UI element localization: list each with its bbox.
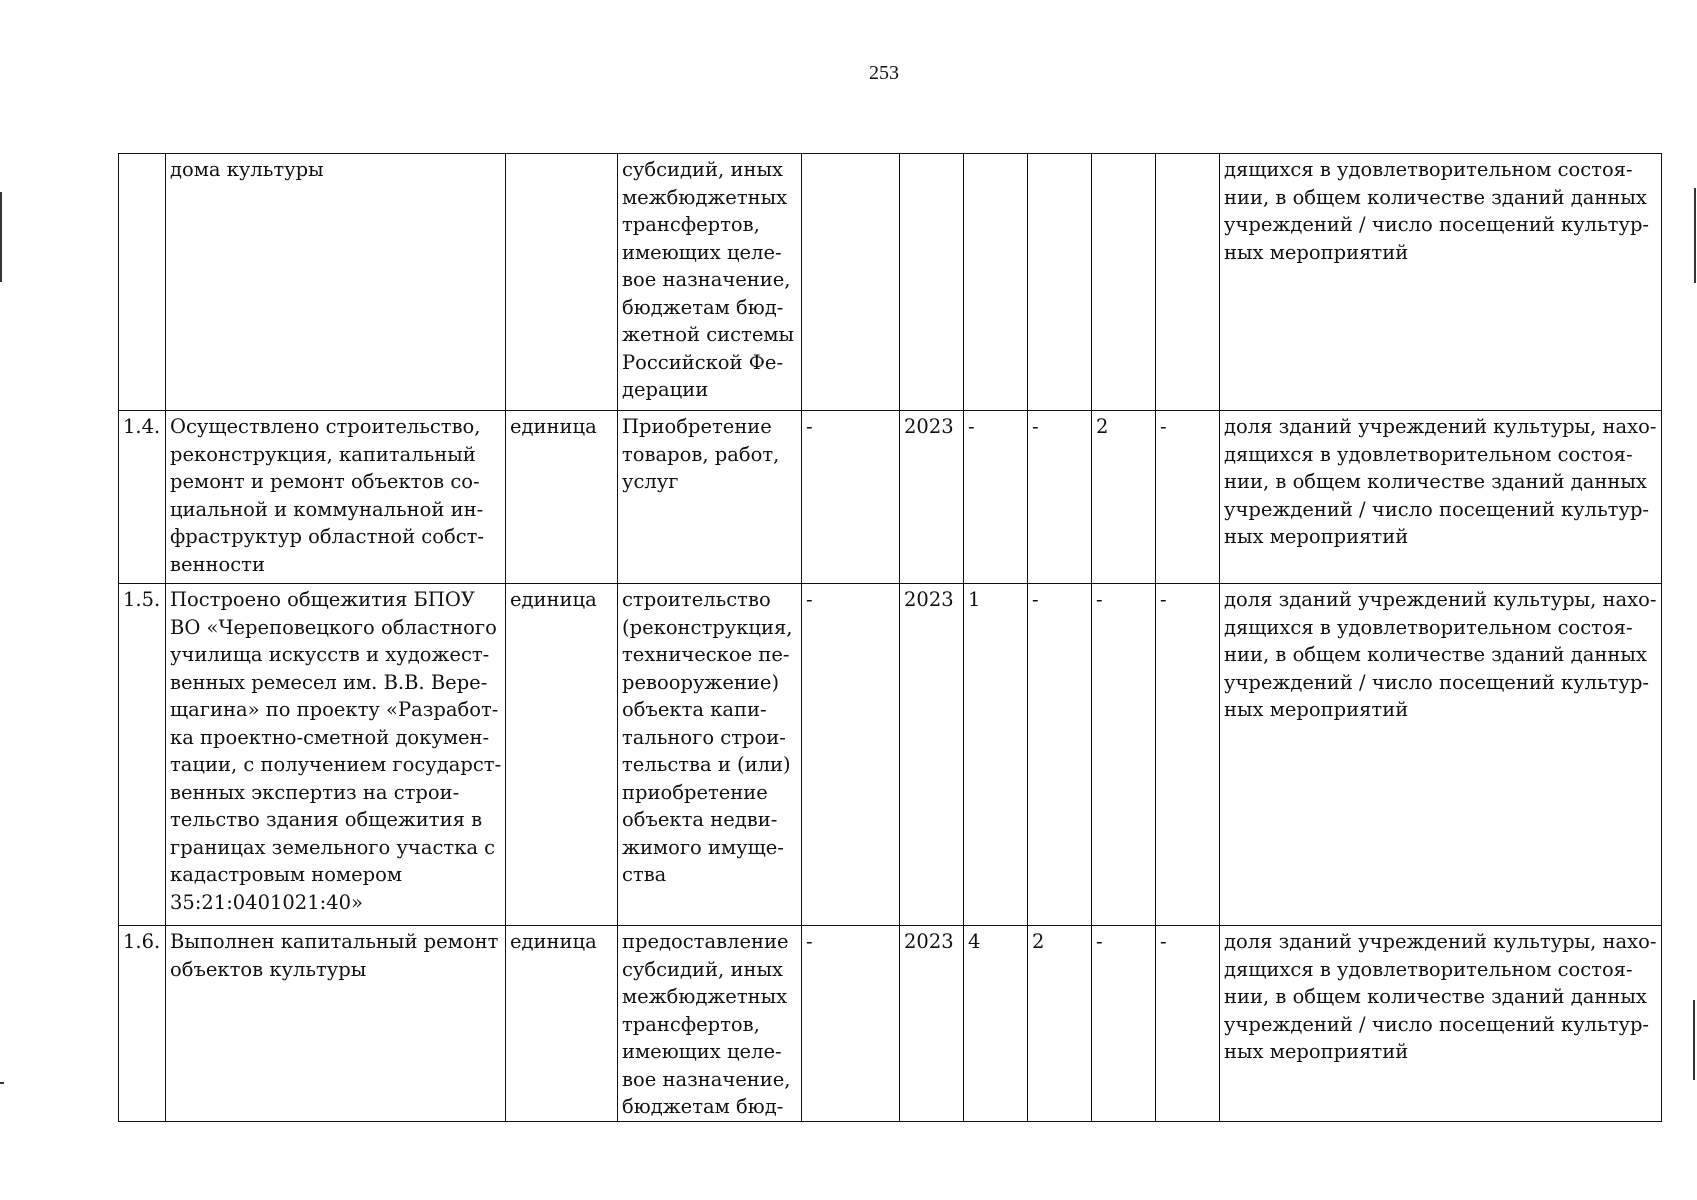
cell-line: училища искусств и художест- — [170, 643, 490, 666]
cell-line: Приобретение — [622, 415, 772, 438]
cell-value-col-3: - — [1092, 926, 1156, 1122]
cell-indicator-link — [1220, 154, 1662, 411]
cell-line: ных мероприятий — [1224, 240, 1409, 264]
cell-result-name — [166, 411, 506, 584]
cell-line: учреждений / число посещений культур- — [1224, 213, 1650, 236]
cell-line: ных мероприятий — [1224, 525, 1409, 548]
cell-unit-of-measure: единица — [506, 584, 618, 926]
cell-line: тельство здания общежития в — [170, 808, 483, 831]
cell-result-name — [166, 584, 506, 926]
cell-line: границах земельного участка с — [170, 835, 496, 859]
cell-line: ремонт и ремонт объектов со- — [170, 470, 480, 493]
cell-line: нии, в общем количестве зданий данных — [1224, 643, 1647, 666]
cell-value-col-2 — [1028, 154, 1092, 411]
scan-artifact-right-lower — [1693, 1000, 1695, 1080]
cell-line: дома культуры — [170, 158, 324, 181]
cell-row-number: 1.6. — [119, 926, 166, 1122]
cell-line: учреждений / число посещений культур- — [1224, 1012, 1650, 1036]
cell-base-year: 2023 — [900, 926, 964, 1122]
cell-line: венных ремесел им. В.В. Вере- — [170, 670, 488, 694]
page-number: 253 — [869, 62, 899, 84]
cell-value-col-1: 4 — [964, 926, 1028, 1122]
cell-line: ных мероприятий — [1224, 698, 1409, 721]
cell-line: нии, в общем количестве зданий данных — [1224, 470, 1647, 493]
cell-line: учреждений / число посещений культур- — [1224, 497, 1650, 521]
cell-line: дящихся в удовлетворительном состоя- — [1224, 957, 1633, 981]
cell-line: венных экспертиз на строи- — [170, 780, 460, 804]
cell-value-col-3 — [1092, 154, 1156, 411]
cell-line: объекта недви- — [622, 808, 778, 831]
cell-base-value: - — [802, 411, 900, 584]
cell-line: ВО «Череповецкого областного — [170, 615, 497, 639]
cell-result-type — [618, 584, 802, 926]
scan-artifact-right — [1694, 188, 1696, 283]
cell-line: тации, с получением государст- — [170, 753, 502, 776]
table-row — [119, 154, 1662, 411]
cell-line: ревооружение) — [622, 670, 780, 694]
cell-line: услуг — [622, 470, 679, 493]
cell-value-col-3: 2 — [1092, 411, 1156, 584]
cell-line: учреждений / число посещений культур- — [1224, 670, 1650, 694]
cell-line: субсидий, иных — [622, 957, 783, 981]
cell-line: дящихся в удовлетворительном состоя- — [1224, 442, 1633, 466]
table-row — [119, 926, 1662, 1122]
cell-line: межбюджетных — [622, 985, 788, 1008]
cell-line: приобретение — [622, 780, 768, 804]
cell-base-year — [900, 154, 964, 411]
cell-line: 35:21:0401021:40» — [170, 890, 363, 914]
cell-base-value: - — [802, 584, 900, 926]
cell-line: трансфертов, — [622, 1012, 760, 1036]
cell-line: доля зданий учреждений культуры, нахо- — [1224, 415, 1657, 438]
cell-result-type — [618, 154, 802, 411]
cell-value-col-2: - — [1028, 411, 1092, 584]
cell-value-col-1: - — [964, 411, 1028, 584]
cell-unit-of-measure: единица — [506, 411, 618, 584]
cell-line: доля зданий учреждений культуры, нахо- — [1224, 930, 1657, 953]
cell-line: щагина» по проекту «Разработ- — [170, 698, 499, 721]
cell-line: имеющих целе- — [622, 1040, 782, 1063]
cell-value-col-1 — [964, 154, 1028, 411]
cell-line: доля зданий учреждений культуры, нахо- — [1224, 588, 1657, 611]
cell-line: субсидий, иных — [622, 158, 783, 181]
cell-line: венности — [170, 552, 265, 576]
cell-result-name — [166, 926, 506, 1122]
cell-line: объектов культуры — [170, 957, 367, 981]
cell-line: вое назначение, — [622, 268, 791, 291]
cell-indicator-link — [1220, 411, 1662, 584]
cell-value-col-2: 2 — [1028, 926, 1092, 1122]
table-row — [119, 584, 1662, 926]
cell-line: бюджетам бюд- — [622, 1095, 784, 1118]
cell-line: товаров, работ, — [622, 442, 780, 466]
cell-row-number: 1.4. — [119, 411, 166, 584]
cell-line: Осуществлено строительство, — [170, 415, 481, 438]
cell-line: строительство — [622, 588, 771, 611]
cell-line: ства — [622, 863, 667, 886]
cell-value-col-2: - — [1028, 584, 1092, 926]
cell-base-value: - — [802, 926, 900, 1122]
cell-value-col-4 — [1156, 154, 1220, 411]
cell-line: предоставление — [622, 930, 789, 953]
cell-line: дящихся в удовлетворительном состоя- — [1224, 615, 1633, 639]
cell-line: объекта капи- — [622, 698, 767, 721]
cell-unit-of-measure — [506, 154, 618, 411]
cell-line: нии, в общем количестве зданий данных — [1224, 185, 1647, 209]
cell-line: трансфертов, — [622, 213, 760, 236]
cell-line: (реконструкция, — [622, 615, 793, 639]
table-row — [119, 411, 1662, 584]
document-table — [118, 153, 1662, 1122]
cell-result-type — [618, 411, 802, 584]
cell-line: Построено общежития БПОУ — [170, 588, 475, 611]
cell-line: Выполнен капитальный ремонт — [170, 930, 499, 953]
cell-line: техническое пе- — [622, 643, 790, 666]
cell-line: бюджетам бюд- — [622, 295, 784, 319]
cell-value-col-1: 1 — [964, 584, 1028, 926]
cell-base-value — [802, 154, 900, 411]
cell-line: вое назначение, — [622, 1067, 791, 1091]
cell-result-name — [166, 154, 506, 411]
cell-line: жетной системы — [622, 323, 795, 346]
cell-line: фраструктур областной собст- — [170, 525, 484, 548]
cell-line: дящихся в удовлетворительном состоя- — [1224, 158, 1633, 181]
cell-line: дерации — [622, 378, 709, 401]
cell-line: Российской Фе- — [622, 350, 784, 374]
cell-value-col-3: - — [1092, 584, 1156, 926]
cell-indicator-link — [1220, 584, 1662, 926]
cell-line: жимого имуще- — [622, 835, 784, 859]
cell-line: кадастровым номером — [170, 863, 403, 886]
cell-line: межбюджетных — [622, 185, 788, 209]
cell-line: ка проектно-сметной докумен- — [170, 725, 490, 749]
cell-line: циальной и коммунальной ин- — [170, 497, 484, 521]
cell-value-col-4: - — [1156, 411, 1220, 584]
cell-line: тельства и (или) — [622, 753, 791, 776]
cell-row-number: 1.5. — [119, 584, 166, 926]
cell-value-col-4: - — [1156, 584, 1220, 926]
cell-line: имеющих целе- — [622, 240, 782, 264]
cell-line: ных мероприятий — [1224, 1040, 1409, 1063]
table-body — [119, 154, 1662, 1122]
scan-artifact-left — [0, 192, 2, 282]
cell-line: реконструкция, капитальный — [170, 442, 476, 466]
cell-line: тального строи- — [622, 725, 786, 749]
cell-line: нии, в общем количестве зданий данных — [1224, 985, 1647, 1008]
cell-unit-of-measure: единица — [506, 926, 618, 1122]
cell-row-number — [119, 154, 166, 411]
scan-artifact-left-lower — [0, 1082, 4, 1084]
cell-value-col-4: - — [1156, 926, 1220, 1122]
cell-result-type — [618, 926, 802, 1122]
cell-base-year: 2023 — [900, 411, 964, 584]
cell-base-year: 2023 — [900, 584, 964, 926]
cell-indicator-link — [1220, 926, 1662, 1122]
